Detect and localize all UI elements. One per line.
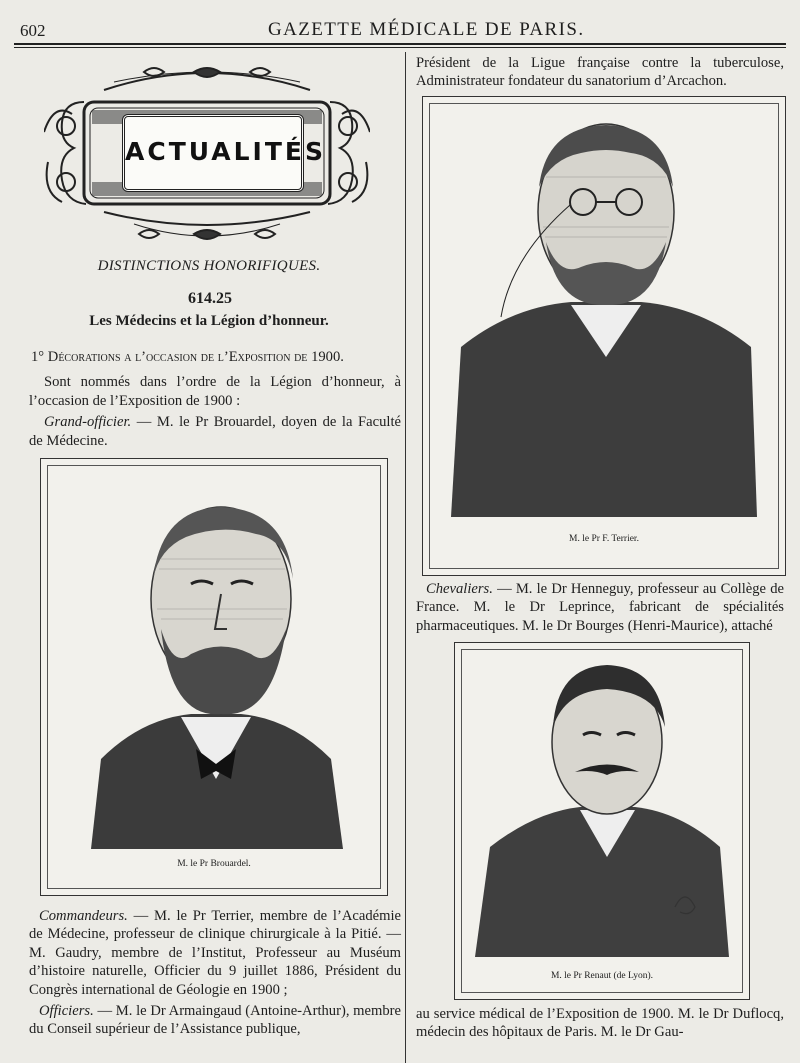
cartouche-label: ACTUALITÉS [125,137,326,166]
brouardel-portrait-icon [81,479,351,849]
left-text-bottom [29,907,401,1039]
commandeurs-paragraph [29,907,401,999]
column-divider [405,52,406,1063]
page-header [0,18,800,42]
article-title: Les Médecins et la Légion d’honneur. [89,313,329,329]
intro-paragraph: Sont nommés dans l’ordre de la Légion d’honneur, à l’occasion de l’Exposition de 1900 : [29,374,401,409]
decorations-subheading: 1° Décorations a l’occasion de l’Exposition de 1900. [31,349,344,365]
renaut-portrait-frame [454,642,750,1000]
cartouche-banner [122,114,326,192]
header-rule-thin [14,47,786,48]
left-text-top [29,348,401,450]
officiers-label: Officiers. [39,1003,94,1020]
class-number: 614.25 [188,290,232,307]
chevaliers-label: Chevaliers. [426,581,493,597]
grand-officier-label: Grand-officier. [44,414,132,431]
header-rule [14,43,786,45]
grand-officier-text: — M. le Pr Brouardel, doyen de la Faculté de Médecine. [29,414,401,449]
chevaliers-text: — M. le Dr Henneguy, professeur au Collège de France. M. le Dr Leprince, fabricant de spécialités pharmaceutiques. M. le Dr Bourges (Henri-Maurice), attaché [416,581,784,634]
renaut-portrait-icon [475,657,729,957]
journal-title: GAZETTE MÉDICALE DE PARIS. [268,19,585,40]
brouardel-portrait-frame [40,458,388,896]
brouardel-caption: M. le Pr Brouardel. [177,859,251,869]
grand-officier-paragraph [29,413,401,450]
section-title: DISTINCTIONS HONORIFIQUES. [97,258,321,274]
right-text-top: Président de la Ligue française contre la tuberculose, Administrateur fondateur du sanatorium d’Arcachon. [416,55,784,90]
terrier-portrait-icon [451,117,757,517]
page-number: 602 [20,21,46,40]
actualites-cartouche [44,62,370,248]
officiers-text: — M. le Dr Armaingaud (Antoine-Arthur), membre du Conseil supérieur de l’Assistance publique, [29,1003,401,1038]
right-text-bottom: au service médical de l’Exposition de 1900. M. le Dr Duflocq, médecin des hôpitaux de Paris. M. le Dr Gau- [416,1006,784,1041]
terrier-caption: M. le Pr F. Terrier. [569,534,639,544]
terrier-portrait-frame [422,96,786,576]
officiers-paragraph [29,1002,401,1039]
chevaliers-paragraph [416,580,784,635]
commandeurs-text: — M. le Pr Terrier, membre de l’Académie de Médecine, professeur de clinique chirurgicale à la Pitié. — M. Gaudry, membre de l’Institut, Professeur au Muséum d’histoire naturelle, Officier du 9 juillet 1886, Président du Congrès international de Géologie en 1900 ; [29,908,401,998]
renaut-caption: M. le Pr Renaut (de Lyon). [550,971,654,981]
commandeurs-label: Commandeurs. [39,908,128,924]
